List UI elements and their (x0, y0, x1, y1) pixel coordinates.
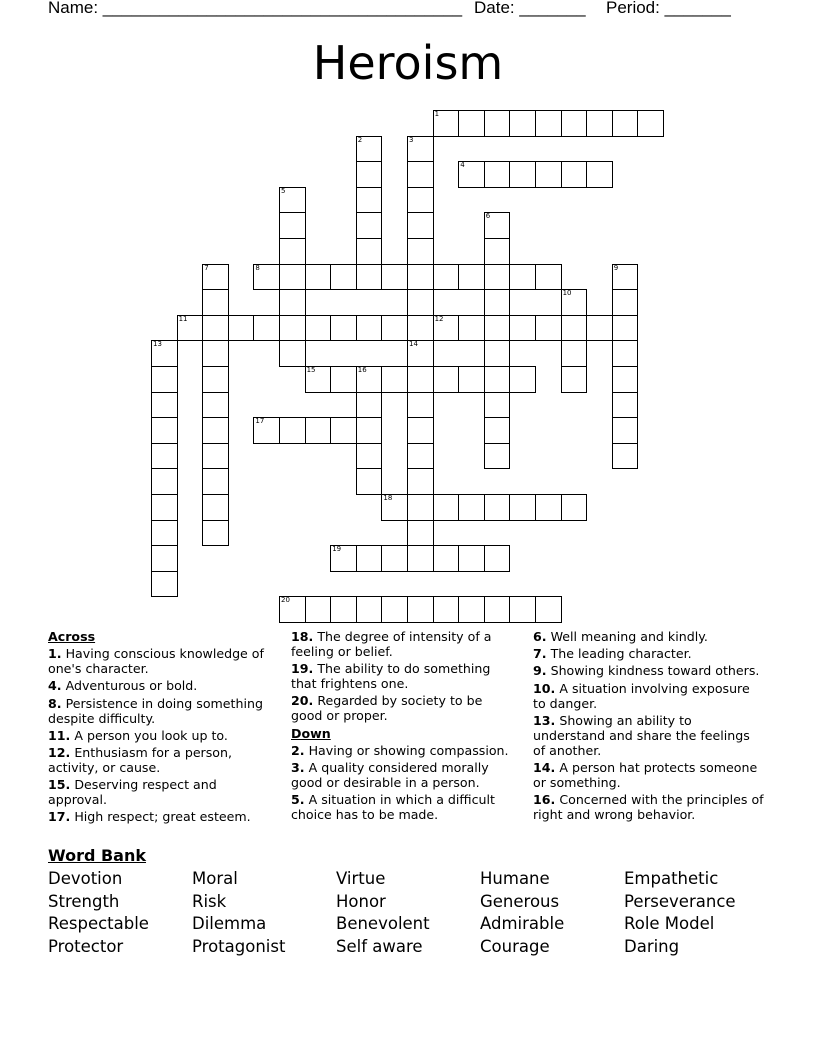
grid-cell[interactable] (509, 110, 536, 137)
grid-cell[interactable] (202, 340, 229, 367)
word-bank-word: Risk (192, 892, 227, 911)
clue-across: 8. Persistence in doing something despite difficulty. (48, 695, 263, 726)
clue-down: 14. A person hat protects someone or something. (533, 759, 758, 790)
grid-cell[interactable] (356, 417, 383, 444)
grid-cell[interactable] (407, 340, 434, 367)
grid-cell[interactable] (612, 366, 639, 393)
word-bank-word: Protagonist (192, 937, 286, 956)
grid-cell[interactable] (509, 161, 536, 188)
word-bank-word: Self aware (336, 937, 423, 956)
grid-cell[interactable] (586, 315, 613, 342)
grid-cell[interactable] (484, 443, 511, 470)
clue-down: 7. The leading character. (533, 646, 692, 662)
grid-cell[interactable] (305, 264, 332, 291)
clue-across: 15. Deserving respect and approval. (48, 777, 217, 808)
grid-cell[interactable] (151, 366, 178, 393)
grid-cell[interactable] (279, 212, 306, 239)
grid-cell[interactable] (407, 289, 434, 316)
word-bank-title: Word Bank (48, 846, 147, 865)
grid-cell[interactable] (407, 494, 434, 521)
word-bank-word: Dilemma (192, 914, 267, 933)
clue-down: 3. A quality considered morally good or desirable in a person. (291, 759, 489, 790)
grid-cell[interactable] (484, 545, 511, 572)
clue-across: 17. High respect; great esteem. (48, 809, 251, 825)
grid-cell[interactable] (433, 545, 460, 572)
grid-cell[interactable] (202, 366, 229, 393)
grid-cell[interactable] (586, 110, 613, 137)
grid-cell[interactable] (381, 596, 408, 623)
clue-number: 8 (255, 263, 260, 272)
grid-cell[interactable] (484, 264, 511, 291)
grid-cell[interactable] (407, 212, 434, 239)
grid-cell[interactable] (202, 494, 229, 521)
word-bank-word: Strength (48, 892, 120, 911)
grid-cell[interactable] (305, 596, 332, 623)
clue-number: 19 (332, 545, 342, 554)
grid-cell[interactable] (202, 264, 229, 291)
clues-column-2 (291, 629, 513, 824)
word-bank-word: Daring (624, 937, 680, 956)
clue-across: 20. Regarded by society to be good or proper. (291, 693, 483, 724)
clue-down: 13. Showing an ability to understand and share the feelings of another. (533, 712, 750, 758)
grid-cell[interactable] (484, 110, 511, 137)
clue-down: 6. Well meaning and kindly. (533, 629, 708, 644)
clue-number: 18 (383, 494, 393, 502)
grid-cell[interactable] (202, 289, 229, 316)
grid-cell[interactable] (535, 110, 562, 137)
grid-cell[interactable] (612, 315, 639, 342)
grid-cell[interactable] (458, 545, 485, 572)
grid-cell[interactable] (151, 392, 178, 419)
grid-cell[interactable] (484, 238, 511, 265)
grid-cell[interactable] (535, 264, 562, 291)
clue-across: 12. Enthusiasm for a person, activity, or cause. (48, 744, 232, 775)
clue-number: 11 (178, 314, 188, 323)
down-heading: Down (291, 725, 331, 741)
grid-cell[interactable] (433, 264, 460, 291)
grid-cell[interactable] (612, 264, 639, 291)
grid-cell[interactable] (279, 315, 306, 342)
word-bank-word: Devotion (48, 869, 123, 888)
grid-cell[interactable] (484, 315, 511, 342)
grid-cell[interactable] (381, 264, 408, 291)
grid-cell[interactable] (330, 264, 357, 291)
clue-down: 16. Concerned with the principles of right and wrong behavior. (533, 792, 764, 823)
grid-cell[interactable] (330, 315, 357, 342)
grid-cell[interactable] (356, 468, 383, 495)
grid-cell[interactable] (407, 366, 434, 393)
grid-cell[interactable] (305, 315, 332, 342)
grid-cell[interactable] (356, 238, 383, 265)
grid-cell[interactable] (484, 289, 511, 316)
word-bank-word: Respectable (48, 914, 149, 933)
grid-cell[interactable] (561, 315, 588, 342)
grid-cell[interactable] (151, 417, 178, 444)
clue-down: 2. Having or showing compassion. (291, 742, 509, 758)
grid-cell[interactable] (433, 366, 460, 393)
grid-cell[interactable] (509, 366, 536, 393)
clue-number: 5 (281, 186, 286, 195)
grid-cell[interactable] (484, 212, 511, 239)
grid-cell[interactable] (330, 366, 357, 393)
grid-cell[interactable] (381, 545, 408, 572)
grid-cell[interactable] (202, 520, 229, 547)
clue-number: 10 (562, 289, 572, 298)
grid-cell[interactable] (586, 161, 613, 188)
grid-cell[interactable] (458, 596, 485, 623)
grid-cell[interactable] (356, 443, 383, 470)
grid-cell[interactable] (535, 596, 562, 623)
clue-across: 19. The ability to do something that frightens one. (291, 661, 491, 692)
grid-cell[interactable] (561, 494, 588, 521)
grid-cell[interactable] (279, 417, 306, 444)
grid-cell[interactable] (330, 545, 357, 572)
grid-cell[interactable] (279, 264, 306, 291)
grid-cell[interactable] (484, 161, 511, 188)
grid-cell[interactable] (612, 392, 639, 419)
grid-cell[interactable] (202, 417, 229, 444)
grid-cell[interactable] (202, 468, 229, 495)
grid-cell[interactable] (535, 494, 562, 521)
grid-cell[interactable] (458, 161, 485, 188)
date-field[interactable]: Date: _______ (474, 0, 586, 17)
grid-cell[interactable] (458, 494, 485, 521)
grid-cell[interactable] (356, 161, 383, 188)
word-bank-word: Empathetic (624, 869, 719, 888)
grid-cell[interactable] (381, 315, 408, 342)
grid-cell[interactable] (458, 264, 485, 291)
word-bank-word: Humane (480, 869, 550, 888)
grid-cell[interactable] (535, 161, 562, 188)
grid-cell[interactable] (433, 110, 460, 137)
grid-cell[interactable] (407, 520, 434, 547)
grid-cell[interactable] (612, 417, 639, 444)
grid-cell[interactable] (407, 264, 434, 291)
word-bank-word: Virtue (336, 869, 386, 888)
grid-cell[interactable] (637, 110, 664, 137)
grid-cell[interactable] (407, 545, 434, 572)
grid-cell[interactable] (407, 596, 434, 623)
word-bank-word: Moral (192, 869, 238, 888)
grid-cell[interactable] (458, 110, 485, 137)
grid-cell[interactable] (253, 264, 280, 291)
grid-cell[interactable] (407, 238, 434, 265)
grid-cell[interactable] (612, 340, 639, 367)
clues-column-1 (48, 629, 278, 827)
grid-cell[interactable] (561, 161, 588, 188)
grid-cell[interactable] (433, 315, 460, 342)
grid-cell[interactable] (151, 443, 178, 470)
word-bank-word: Generous (480, 892, 560, 911)
grid-cell[interactable] (407, 136, 434, 163)
grid-cell[interactable] (407, 392, 434, 419)
grid-cell[interactable] (381, 494, 408, 521)
grid-cell[interactable] (151, 571, 178, 598)
grid-cell[interactable] (151, 545, 178, 572)
grid-cell[interactable] (330, 417, 357, 444)
grid-cell[interactable] (509, 315, 536, 342)
grid-cell[interactable] (356, 212, 383, 239)
word-bank-word: Role Model (624, 914, 715, 933)
period-field[interactable]: Period: _______ (606, 0, 731, 17)
grid-cell[interactable] (407, 161, 434, 188)
grid-cell[interactable] (433, 494, 460, 521)
grid-cell[interactable] (612, 289, 639, 316)
clue-number: 12 (434, 314, 444, 323)
grid-cell[interactable] (561, 289, 588, 316)
clue-number: 2 (357, 135, 363, 144)
grid-cell[interactable] (484, 366, 511, 393)
grid-cell[interactable] (381, 366, 408, 393)
grid-cell[interactable] (433, 596, 460, 623)
grid-cell[interactable] (509, 494, 536, 521)
grid-cell[interactable] (202, 392, 229, 419)
grid-cell[interactable] (151, 494, 178, 521)
grid-cell[interactable] (305, 417, 332, 444)
grid-cell[interactable] (535, 315, 562, 342)
clue-number: 7 (204, 263, 209, 272)
grid-cell[interactable] (407, 443, 434, 470)
word-bank-word: Protector (48, 937, 124, 956)
grid-cell[interactable] (177, 315, 204, 342)
grid-cell[interactable] (356, 545, 383, 572)
clue-number: 16 (357, 366, 367, 374)
grid-cell[interactable] (356, 392, 383, 419)
clue-down: 5. A situation in which a difficult choice has to be made. (291, 792, 495, 823)
clue-number: 14 (409, 340, 418, 349)
grid-cell[interactable] (279, 238, 306, 265)
grid-cell[interactable] (330, 596, 357, 623)
grid-cell[interactable] (561, 110, 588, 137)
grid-cell[interactable] (279, 187, 306, 214)
grid-cell[interactable] (279, 596, 306, 623)
grid-cell[interactable] (484, 340, 511, 367)
grid-cell[interactable] (484, 417, 511, 444)
grid-cell[interactable] (253, 417, 280, 444)
grid-cell[interactable] (279, 289, 306, 316)
grid-cell[interactable] (484, 392, 511, 419)
grid-cell[interactable] (458, 366, 485, 393)
word-bank-word: Perseverance (624, 892, 736, 911)
grid-cell[interactable] (151, 468, 178, 495)
grid-cell[interactable] (612, 443, 639, 470)
word-bank-word: Benevolent (336, 914, 430, 933)
grid-cell[interactable] (407, 315, 434, 342)
grid-cell[interactable] (356, 315, 383, 342)
clue-number: 6 (485, 212, 491, 221)
grid-cell[interactable] (407, 417, 434, 444)
clue-number: 1 (434, 110, 440, 118)
clue-number: 9 (613, 263, 619, 272)
grid-cell[interactable] (407, 187, 434, 214)
grid-cell[interactable] (202, 443, 229, 470)
grid-cell[interactable] (484, 596, 511, 623)
clue-number: 3 (409, 135, 414, 144)
grid-cell[interactable] (356, 596, 383, 623)
grid-cell[interactable] (509, 596, 536, 623)
clue-number: 4 (460, 161, 465, 170)
grid-cell[interactable] (561, 366, 588, 393)
clue-across: 4. Adventurous or bold. (48, 678, 198, 694)
clue-down: 9. Showing kindness toward others. (533, 663, 760, 679)
grid-cell[interactable] (612, 110, 639, 137)
grid-cell[interactable] (202, 315, 229, 342)
grid-cell[interactable] (151, 520, 178, 547)
grid-cell[interactable] (151, 340, 178, 367)
grid-cell[interactable] (279, 340, 306, 367)
clue-across: 11. A person you look up to. (48, 727, 228, 743)
grid-cell[interactable] (305, 366, 332, 393)
grid-cell[interactable] (561, 340, 588, 367)
grid-cell[interactable] (356, 264, 383, 291)
grid-cell[interactable] (509, 264, 536, 291)
clue-down: 10. A situation involving exposure to danger. (533, 680, 750, 711)
across-heading: Across (48, 629, 96, 644)
clue-across: 18. The degree of intensity of a feeling or belief. (291, 629, 492, 659)
word-bank-word: Courage (480, 937, 550, 956)
grid-cell[interactable] (356, 136, 383, 163)
page-title: Heroism (312, 36, 504, 90)
clue-number: 13 (153, 340, 162, 349)
clues-column-3 (533, 629, 765, 824)
grid-cell[interactable] (407, 468, 434, 495)
clue-number: 15 (306, 366, 316, 374)
grid-cell[interactable] (253, 315, 280, 342)
word-bank-word: Admirable (480, 914, 565, 933)
grid-cell[interactable] (356, 366, 383, 393)
clue-number: 20 (281, 596, 290, 605)
grid-cell[interactable] (228, 315, 255, 342)
clue-across: 1. Having conscious knowledge of one's character. (48, 646, 264, 677)
name-field[interactable]: Name: ______________________________________ (48, 0, 463, 17)
clue-number: 17 (255, 417, 265, 426)
grid-cell[interactable] (484, 494, 511, 521)
grid-cell[interactable] (458, 315, 485, 342)
grid-cell[interactable] (356, 187, 383, 214)
word-bank-word: Honor (336, 892, 386, 911)
